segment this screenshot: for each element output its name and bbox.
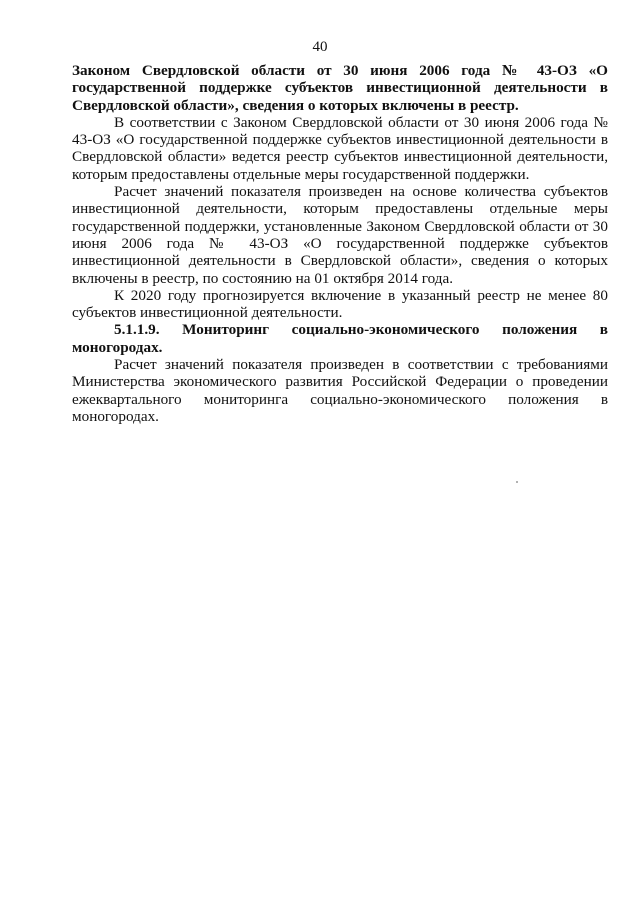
registry-paragraph: В соответствии с Законом Свердловской области от 30 июня 2006 года № 43-ОЗ «О государственной поддержке субъектов инвестиционной деятельности в Свердловской области» ведется реестр субъектов инвестиционной деятельности, которым предоставлены отдельные меры государственной поддержки.	[72, 113, 608, 183]
monitoring-paragraph: Расчет значений показателя произведен в соответствии с требованиями Министерства экономического развития Российской Федерации о проведении ежеквартального мониторинга социально-экономического положения в моногородах.	[72, 356, 608, 425]
law-title-continuation: Законом Свердловской области от 30 июня 2006 года № 43-ОЗ «О государственной поддержке субъектов инвестиционной деятельности в Свердловской области», сведения о которых включены в реестр.	[72, 62, 608, 114]
section-heading-5-1-1-9: 5.1.1.9. Мониторинг социально-экономического положения в моногородах.	[72, 321, 608, 356]
page-number: 40	[312, 39, 328, 55]
document-body	[72, 62, 608, 425]
calculation-paragraph: Расчет значений показателя произведен на основе количества субъектов инвестиционной деятельности, которым предоставлены отдельные меры государственной поддержки, установленные Законом Свердловской области от 30 июня 2006 года № 43-ОЗ «О государственной поддержке субъектов инвестиционной деятельности в Свердловской области», сведения о которых включены в реестр, по состоянию на 01 октября 2014 года.	[72, 183, 608, 287]
scan-speck	[516, 481, 518, 483]
forecast-paragraph: К 2020 году прогнозируется включение в указанный реестр не менее 80 субъектов инвестиционной деятельности.	[72, 286, 608, 322]
